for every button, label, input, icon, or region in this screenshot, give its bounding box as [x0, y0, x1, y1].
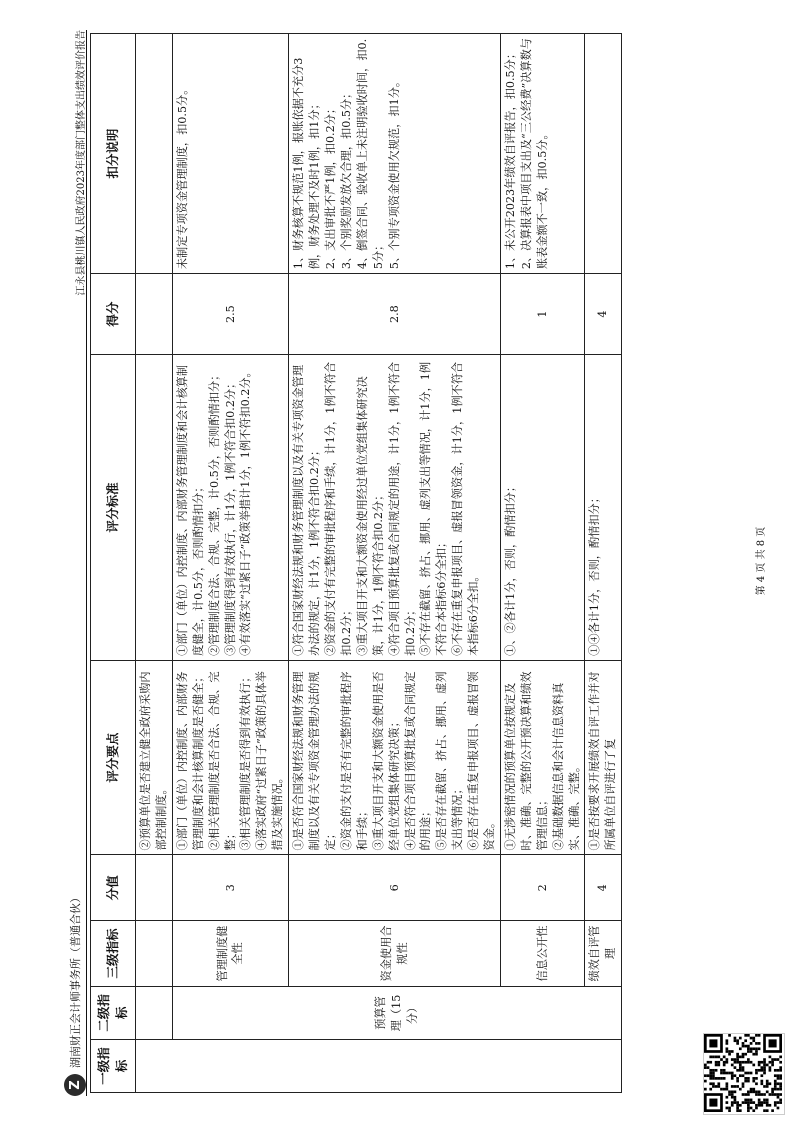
col-level3: 三级指标 [91, 921, 136, 987]
page-number: 第 4 页 共 8 页 [756, 526, 767, 596]
cell-level2 [136, 986, 173, 1039]
col-got: 得分 [91, 274, 136, 355]
cell-standard [136, 355, 173, 661]
table-row [289, 34, 501, 1093]
cell-score: 6 [289, 855, 501, 921]
table-row [500, 34, 585, 1093]
cell-points: ①无涉密情况的预算单位按规定及时、准确、完整的公开预决算和绩效管理信息； ②基础数据信息和会计信息资料真实、准确、完整。 [500, 660, 585, 855]
cell-standard: ①部门（单位）内控制度、内部财务管理制度和会计核算制度健全，计0.5分，否则酌情扣分； ②管理制度合法、合规、完整，计0.5分，否则酌情扣分； ③管理制度得到有效执行，计1分，1例不符合扣0.2分； ④有效落实“过紧日子”政策举措计1分，1例不符扣0.2分。 [172, 355, 288, 661]
table-row [585, 34, 622, 1093]
col-standard: 评分标准 [91, 355, 136, 661]
cell-standard: ①、②各计1分，否则，酌情扣分； [500, 355, 585, 661]
header-divider [86, 30, 87, 1096]
cell-got: 1 [500, 274, 585, 355]
firm-name: 湖南财正会计师事务所（普通合伙） [69, 892, 82, 1068]
col-level1: 一级指标 [91, 1039, 136, 1092]
cell-deduction: 1、财务核算不规范1例，报账依据不充分3例，财务处理不及时1例，扣1分； 2、支出审批不严1例，扣0.2分； 3、个别奖励发放欠合理，扣0.5分； 4、倒签合同、验收单上未注明验收时间，扣0.5分； 5、个别专项资金使用欠规范，扣1分。 [289, 34, 501, 274]
cell-level3: 信息公开性 [500, 921, 585, 987]
cell-deduction: 1、未公开2023年绩效自评报告，扣0.5分； 2、决算报表中项目支出及“三公经费”决算数与账表金额不一致，扣0.5分。 [500, 34, 585, 274]
cell-got [136, 274, 173, 355]
cell-level1 [136, 1039, 622, 1092]
cell-level3: 管理制度健全性 [172, 921, 288, 987]
cell-standard: ①④各计1分，否则，酌情扣分； [585, 355, 622, 661]
firm-logo-icon: Z [64, 1074, 86, 1096]
report-title: 江永县桃川镇人民政府2023年度部门整体支出绩效评价报告 [76, 30, 87, 296]
cell-score: 3 [172, 855, 288, 921]
col-points: 评分要点 [91, 660, 136, 855]
cell-score [136, 855, 173, 921]
page-header-firm [64, 892, 86, 1096]
cell-level2-group: 预算管理（15分） [172, 986, 621, 1039]
cell-score: 2 [500, 855, 585, 921]
col-level2: 二级指标 [91, 986, 136, 1039]
evaluation-table [90, 33, 622, 1093]
cell-level3: 资金使用合规性 [289, 921, 501, 987]
cell-got: 2.8 [289, 274, 501, 355]
cell-standard: ①符合国家财经法规和财务管理制度以及有关专项资金管理办法的规定，计1分，1例不符合扣0.2分； ②资金的支付有完整的审批程序和手续，计1分，1例不符合扣0.2分； ③重大项目开支和大额资金使用经过单位党组集体研究决策，计1分，1例不符合扣0.2分； ④符合项目预算批复或合同规定的用途，计1分，1例不符合扣0.2分； ⑤不存在截留、挤占、挪用、虚列支出等情况，计1分，1例不符合本指标6分全扣； ⑥不存在重复申报项目、虚报冒领资金，计1分，1例不符合本指标6分全扣。 [289, 355, 501, 661]
cell-got: 2.5 [172, 274, 288, 355]
col-deduction: 扣分说明 [91, 34, 136, 274]
cell-points: ②预算单位是否建立健全政府采购内部控制制度。 [136, 660, 173, 855]
qr-code-icon [703, 1033, 785, 1115]
cell-points: ①是否符合国家财经法规和财务管理制度以及有关专项资金管理办法的规定； ②资金的支付是否有完整的审批程序和手续； ③重大项目开支和大额资金使用是否经单位党组集体研究决策； ④是否符合项目预算批复或合同规定的用途； ⑤是否存在截留、挤占、挪用、虚列支出等情况； ⑥是否存在重复申报项目、虚报冒领资金。 [289, 660, 501, 855]
table-header-row [91, 34, 136, 1093]
cell-deduction [136, 34, 173, 274]
table-row [172, 34, 288, 1093]
cell-deduction: 未制定专项资金管理制度，扣0.5分。 [172, 34, 288, 274]
cell-level3 [136, 921, 173, 987]
table-row [136, 34, 173, 1093]
cell-points: ①是否按要求开展绩效自评工作并对所属单位自评进行了复 [585, 660, 622, 855]
cell-points: ①部门（单位）内控制度、内部财务管理制度和会计核算制度是否健全； ②相关管理制度是否合法、合规、完整； ③相关管理制度是否得到有效执行； ④落实政府“过紧日子”政策的具体举措及实施情况。 [172, 660, 288, 855]
col-score: 分值 [91, 855, 136, 921]
cell-score: 4 [585, 855, 622, 921]
cell-got: 4 [585, 274, 622, 355]
cell-deduction [585, 34, 622, 274]
cell-level3: 绩效自评管理 [585, 921, 622, 987]
